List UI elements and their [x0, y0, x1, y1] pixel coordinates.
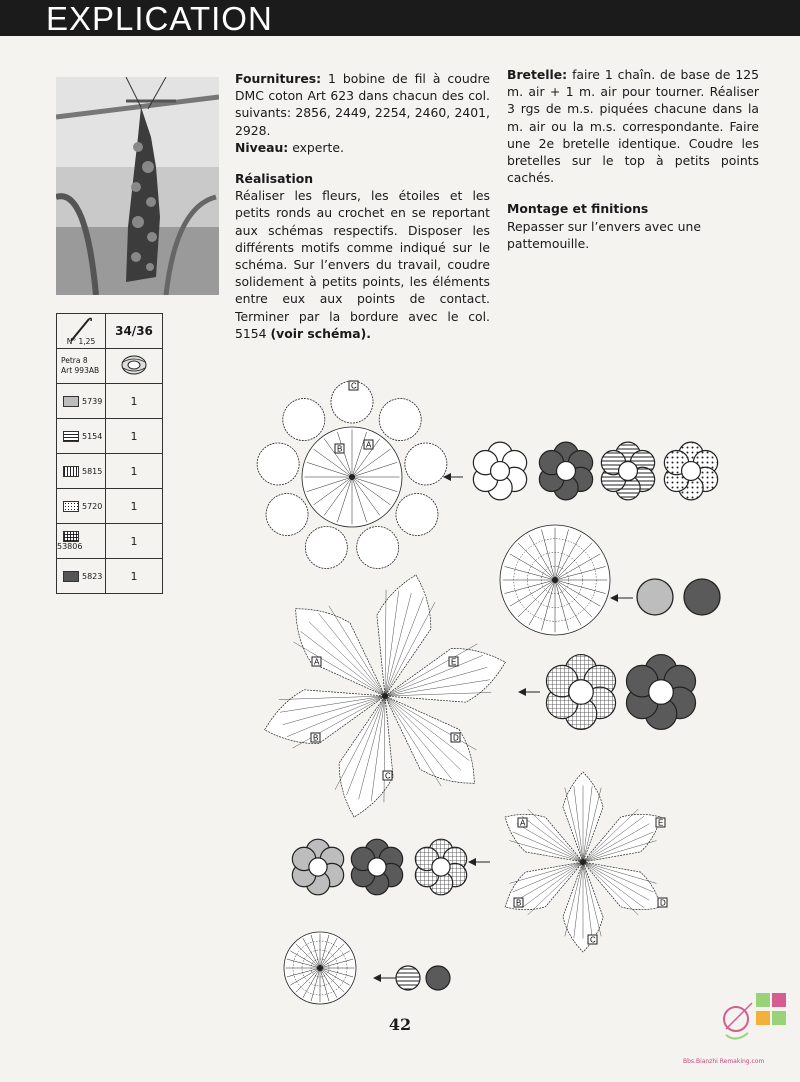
yarn-art: Art 993AB [61, 366, 100, 375]
color-code: 53806 [57, 542, 83, 551]
flower-center [682, 462, 701, 481]
flower-center [309, 858, 327, 876]
center-point [349, 474, 355, 480]
color-qty: 1 [106, 489, 163, 524]
color-code: 5154 [82, 431, 103, 441]
petal-outline [405, 443, 447, 485]
diagram-label-text: C [385, 771, 391, 781]
flower-motif-white [473, 442, 526, 500]
gauge: 34/36 [106, 314, 163, 349]
bretelle-text: faire 1 chaîn. de base de 125 m. air + 1 m. air pour tourner. Réaliser 3 rgs de m.s. piquées chacune dans la m. air ou la m.s. correspondante. Faire une 2e bretelle identique. Coudre les bretelles sur le top à petits points cachés. [507, 67, 759, 186]
petal-outline [257, 443, 299, 485]
watermark-url: Bbs.Bianzhi Remaking.com [683, 1058, 765, 1065]
star-motif-dark-2 [351, 839, 402, 895]
round-chart-small [284, 932, 356, 1004]
diagram-label [383, 771, 392, 781]
flower-chart-large [257, 381, 447, 568]
diagram-label-text: A [520, 818, 526, 828]
star-motif-light [292, 839, 343, 895]
round-motif-light [637, 579, 673, 615]
diagram-label [349, 381, 358, 391]
flower-center [491, 462, 510, 481]
montage-paragraph: Repasser sur l’envers avec une pattemouille. [507, 218, 701, 251]
diagram-label [335, 444, 344, 454]
fournitures-text: 1 bobine de fil à coudre DMC coton Art 623 dans chacun des col. suivants: 2856, 2449, 2254, 2460, 2401, 2928. [235, 71, 490, 138]
diagram-label [514, 898, 523, 908]
diagram-label-text: C [351, 381, 357, 391]
round-motif-dark [684, 579, 720, 615]
petal-outline [305, 526, 347, 568]
realisation-bold: (voir schéma). [270, 325, 371, 341]
center-point [552, 577, 558, 583]
color-qty: 1 [106, 524, 163, 559]
star-motif-grid-2 [415, 839, 466, 895]
niveau-text: experte. [288, 139, 344, 155]
petal-outline [357, 526, 399, 568]
diagram-label [588, 935, 597, 945]
color-code: 5720 [82, 501, 103, 511]
center-point [382, 693, 388, 699]
page-number: 42 [388, 1015, 412, 1034]
diagram-label-text: B [313, 733, 319, 743]
round-motif-dark-small [426, 966, 450, 990]
center-point [317, 965, 323, 971]
flower-motif-dark [539, 442, 592, 500]
petal-outline [266, 494, 308, 536]
color-code: 5823 [82, 571, 103, 581]
diagram-label [364, 440, 373, 450]
page-title: EXPLICATION [46, 0, 273, 37]
color-qty: 1 [106, 454, 163, 489]
hook-size: N° 1,25 [66, 337, 96, 346]
diagram-label [451, 733, 460, 743]
star-motif-dark [626, 655, 695, 730]
petal-outline [396, 494, 438, 536]
niveau-label: Niveau: [235, 139, 289, 155]
diagram-label-text: D [660, 898, 666, 908]
round-motif-striped [396, 966, 420, 990]
diagram-label [449, 657, 458, 667]
flower-center [569, 680, 594, 705]
watermark-logo [712, 985, 792, 1055]
montage-heading: Montage et finitions [507, 201, 649, 217]
realisation-text: Réaliser les fleurs, les étoiles et les petits ronds au crochet en se reportant aux schémas respectifs. Disposer les différents motifs comme indiqué sur le schéma. Sur l’envers du travail, coudre solidement à petits points, les éléments entre eux aux points de contact. Terminer par la bordure avec le col. 5154 [235, 188, 490, 341]
diagram-label-text: C [590, 935, 596, 945]
flower-motif-dotted [664, 442, 717, 500]
color-qty: 1 [106, 559, 163, 594]
diagram-label [312, 657, 321, 667]
realisation-heading: Réalisation [235, 171, 314, 187]
flower-center [368, 858, 386, 876]
round-chart-medium [500, 525, 610, 635]
center-point [580, 859, 586, 865]
diagram-label-text: E [451, 657, 457, 667]
star-motif-grid [546, 655, 615, 730]
color-code: 5739 [82, 396, 103, 406]
petal-outline [379, 399, 421, 441]
diagram-label [311, 733, 320, 743]
petal-outline [283, 399, 325, 441]
bretelle-label: Bretelle: [507, 67, 568, 82]
flower-center [432, 858, 450, 876]
diagram-label [518, 818, 527, 828]
diagram-label-text: B [516, 898, 522, 908]
flower-center [557, 462, 576, 481]
diagram-label [656, 818, 665, 828]
diagram-label-text: A [314, 657, 320, 667]
color-qty: 1 [106, 384, 163, 419]
flower-center [619, 462, 638, 481]
star-chart-large [265, 575, 506, 817]
fournitures-label: Fournitures: [235, 71, 322, 86]
flower-center [649, 680, 674, 705]
color-qty: 1 [106, 419, 163, 454]
star-chart-medium [505, 772, 664, 952]
diagram-label [658, 898, 667, 908]
flower-motif-striped [601, 442, 654, 500]
color-code: 5815 [82, 466, 103, 476]
diagram-label-text: A [366, 440, 372, 450]
yarn-name: Petra 8 [61, 356, 88, 365]
diagram-label-text: E [658, 818, 664, 828]
diagram-label-text: D [453, 733, 459, 743]
diagram-label-text: B [337, 444, 343, 454]
